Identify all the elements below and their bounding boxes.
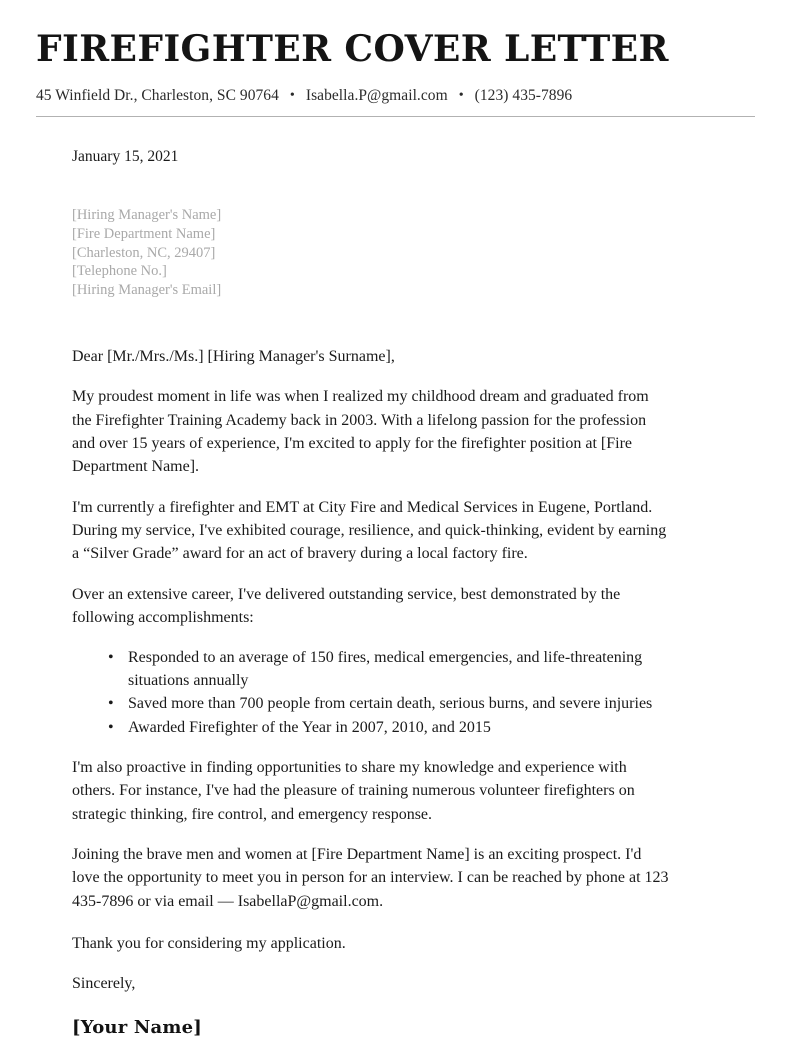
list-item bbox=[72, 692, 672, 715]
list-item-text: Responded to an average of 150 fires, medical emergencies, and life-threatening situations annually bbox=[128, 648, 643, 689]
recipient-line: [Hiring Manager's Email] bbox=[72, 282, 222, 299]
signature-name: [Your Name] bbox=[72, 1016, 202, 1038]
recipient-line: [Telephone No.] bbox=[72, 263, 167, 280]
thank-you-line: Thank you for considering my application. bbox=[72, 935, 346, 953]
contact-email: Isabella.P@gmail.com bbox=[305, 86, 448, 104]
bullet-separator-icon: • bbox=[289, 87, 295, 103]
letter-header bbox=[0, 0, 791, 105]
letter-body bbox=[0, 148, 672, 1038]
recipient-line: [Charleston, NC, 29407] bbox=[72, 244, 216, 261]
header-divider bbox=[36, 116, 755, 117]
contact-info-line bbox=[36, 87, 755, 105]
sign-off-line: Sincerely, bbox=[72, 975, 136, 993]
body-paragraph: Joining the brave men and women at [Fire Department Name] is an exciting prospect. I'd love the opportunity to meet you in person for an interview. I can be reached by phone at 123 435-7896 or via email — IsabellaP@gmail.com. bbox=[72, 846, 669, 910]
recipient-line: [Fire Department Name] bbox=[72, 225, 216, 242]
body-paragraph: Over an extensive career, I've delivered outstanding service, best demonstrated by the following accomplishments: bbox=[72, 585, 621, 627]
list-item-text: Awarded Firefighter of the Year in 2007, 2010, and 2015 bbox=[128, 718, 491, 736]
recipient-line: [Hiring Manager's Name] bbox=[72, 206, 222, 223]
page-title: FIREFIGHTER COVER LETTER bbox=[36, 28, 669, 70]
list-item bbox=[72, 716, 672, 739]
contact-address: 45 Winfield Dr., Charleston, SC 90764 bbox=[36, 86, 279, 104]
list-item-text: Saved more than 700 people from certain death, serious burns, and severe injuries bbox=[128, 695, 653, 713]
bullet-icon: • bbox=[108, 695, 114, 713]
body-paragraph: I'm currently a firefighter and EMT at City Fire and Medical Services in Eugene, Portland. During my service, I've exhibited courage, resilience, and quick-thinking, evident by earning a “Silver Grade” award for an act of bravery during a local factory fire. bbox=[72, 498, 667, 563]
body-paragraph: I'm also proactive in finding opportunities to share my knowledge and experience with others. For instance, I've had the pleasure of training numerous volunteer firefighters on strategic thinking, fire control, and emergency response. bbox=[72, 758, 635, 823]
salutation: Dear [Mr./Mrs./Ms.] [Hiring Manager's Surname], bbox=[72, 348, 395, 366]
accomplishments-list bbox=[72, 646, 672, 739]
bullet-icon: • bbox=[108, 718, 114, 736]
contact-phone: (123) 435-7896 bbox=[474, 86, 573, 104]
bullet-icon: • bbox=[108, 648, 114, 666]
letter-date: January 15, 2021 bbox=[72, 147, 179, 165]
bullet-separator-icon: • bbox=[458, 87, 464, 103]
recipient-address-block bbox=[72, 206, 672, 300]
list-item bbox=[72, 646, 672, 693]
body-paragraph: My proudest moment in life was when I realized my childhood dream and graduated from the Firefighter Training Academy back in 2003. With a lifelong passion for the profession and over 15 years of experience, I'm excited to apply for the firefighter position at [Fire Department Name]. bbox=[72, 388, 649, 476]
